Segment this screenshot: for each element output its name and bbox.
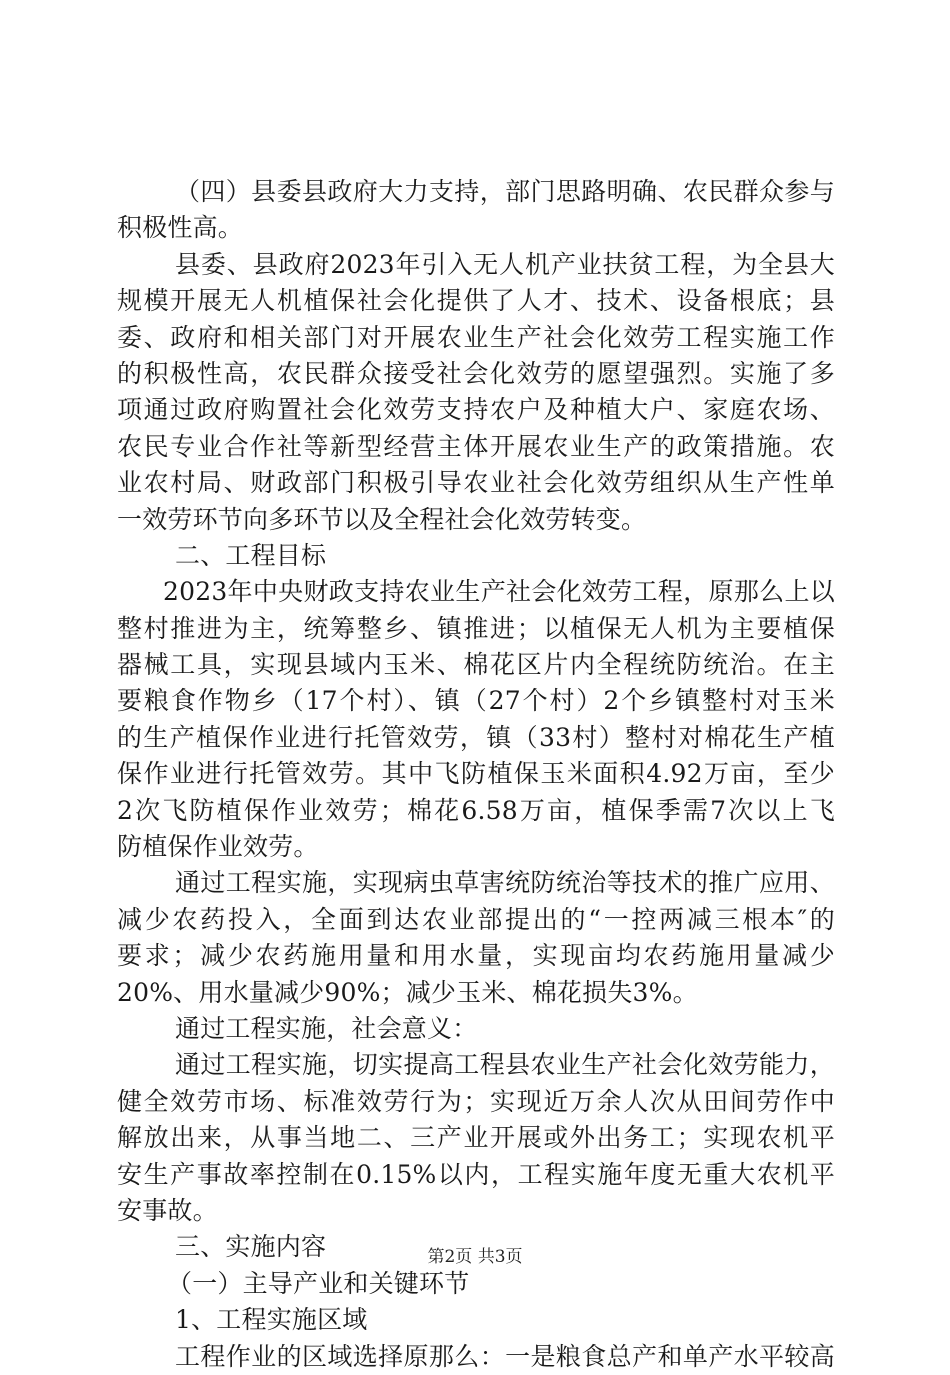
- text-line: 的积极性高，农民群众接受社会化效劳的愿望强烈。实施了多: [117, 358, 835, 388]
- text-line: 通过工程实施，社会意义：: [175, 1013, 478, 1043]
- text-line: 健全效劳市场、标准效劳行为；实现近万余人次从田间劳作中: [117, 1086, 835, 1116]
- section-heading: 三、实施内容: [175, 1232, 327, 1262]
- text-line: （四）县委县政府大力支持，部门思路明确、农民群众参与: [175, 177, 835, 206]
- text-line: 保作业进行托管效劳。其中飞防植保玉米面积4.92万亩，至少: [117, 759, 835, 789]
- text-line: 规模开展无人机植保社会化提供了人才、技术、设备根底；县: [117, 286, 835, 316]
- text-line: 业农村局、财政部门积极引导农业社会化效劳组织从生产性单: [117, 468, 835, 498]
- document-body: [117, 174, 835, 1375]
- text-line: 通过工程实施，实现病虫草害统防统治等技术的推广应用、: [175, 868, 835, 898]
- text-line: 2次飞防植保作业效劳；棉花6.58万亩，植保季需7次以上飞: [117, 795, 835, 825]
- text-line: 解放出来，从事当地二、三产业开展或外出务工；实现农机平: [117, 1123, 835, 1153]
- text-line: 一效劳环节向多环节以及全程社会化效劳转变。: [117, 504, 647, 534]
- text-line: 要求；减少农药施用量和用水量，实现亩均农药施用量减少: [117, 941, 835, 971]
- text-line: 安生产事故率控制在0.15%以内，工程实施年度无重大农机平: [117, 1159, 835, 1189]
- subsection-heading: 1、工程实施区域: [175, 1305, 368, 1335]
- text-line: 委、政府和相关部门对开展农业生产社会化效劳工程实施工作: [117, 322, 835, 352]
- text-line: 减少农药投入，全面到达农业部提出的“一控两减三根本″的: [117, 904, 835, 934]
- text-line: 2023年中央财政支持农业生产社会化效劳工程，原那么上以: [163, 577, 835, 607]
- text-line: 通过工程实施，切实提高工程县农业生产社会化效劳能力，: [175, 1050, 835, 1080]
- text-line: 积极性高。: [117, 213, 244, 243]
- text-line: 要粮食作物乡（17个村）、镇（27个村）2个乡镇整村对玉米: [117, 686, 835, 716]
- text-line: 20%、用水量减少90%；减少玉米、棉花损失3%。: [117, 977, 698, 1007]
- text-line: 安事故。: [117, 1195, 218, 1225]
- section-heading: 二、工程目标: [175, 540, 327, 570]
- text-line: 工程作业的区域选择原那么：一是粮食总产和单产水平较高: [175, 1341, 835, 1371]
- text-line: 器械工具，实现县域内玉米、棉花区片内全程统防统治。在主: [117, 650, 835, 680]
- subsection-heading: （一）主导产业和关键环节: [167, 1268, 470, 1298]
- text-line: 项通过政府购置社会化效劳支持农户及种植大户、家庭农场、: [117, 395, 835, 425]
- text-line: 整村推进为主，统筹整乡、镇推进；以植保无人机为主要植保: [117, 613, 835, 643]
- text-line: 的生产植保作业进行托管效劳，镇（33村）整村对棉花生产植: [117, 722, 835, 752]
- text-line: 县委、县政府2023年引入无人机产业扶贫工程，为全县大: [175, 249, 835, 279]
- text-line: 防植保作业效劳。: [117, 832, 319, 862]
- page-number: 第2页 共3页: [427, 1247, 523, 1267]
- text-line: 农民专业合作社等新型经营主体开展农业生产的政策措施。农: [117, 431, 835, 461]
